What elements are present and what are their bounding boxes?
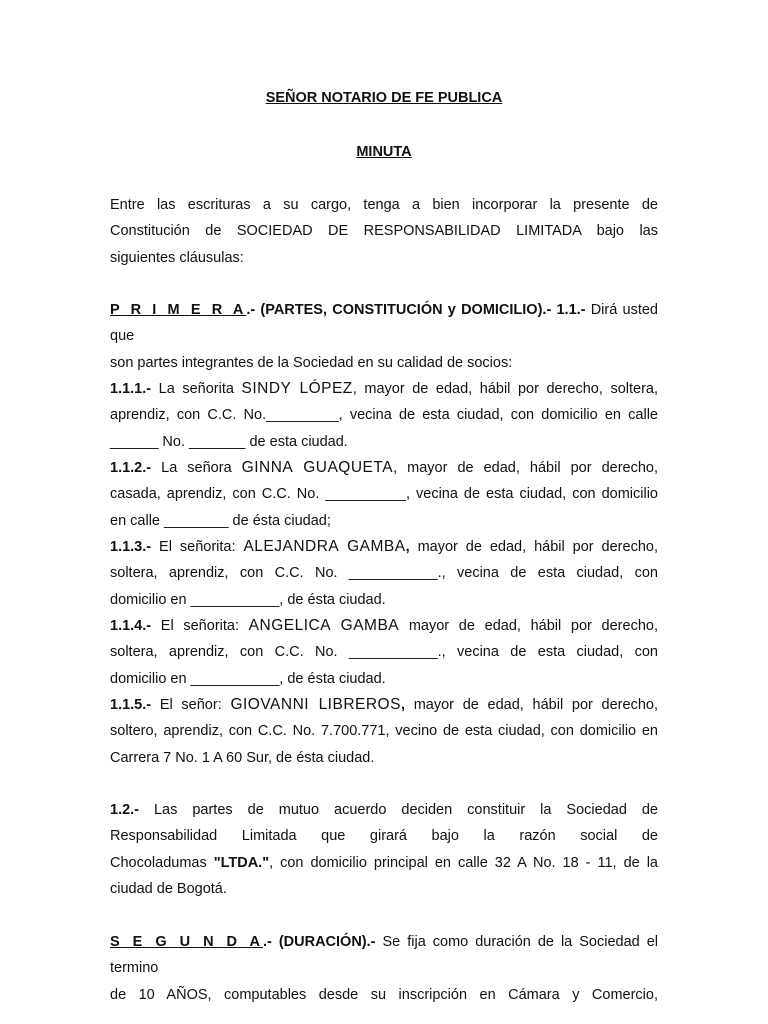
clause-text: La señora bbox=[151, 460, 242, 476]
clause-line: soltera, aprendiz, con C.C. No. ___________., vecina de esta ciudad, con bbox=[110, 565, 658, 582]
clause-segunda-heading: .- (DURACIÓN).- bbox=[262, 934, 376, 950]
clause-line: Responsabilidad Limitada que girará bajo la razón social de bbox=[110, 828, 658, 845]
clause-line: aprendiz, con C.C. No._________, vecina de esta ciudad, con domicilio en calle bbox=[110, 407, 658, 424]
clause-line bbox=[110, 613, 658, 639]
clause-segunda bbox=[110, 929, 658, 1008]
clause-line: Carrera 7 No. 1 A 60 Sur, de ésta ciudad. bbox=[110, 749, 375, 766]
clause-1-1-5 bbox=[110, 692, 658, 771]
clause-text: mayor de edad, hábil por derecho, bbox=[409, 539, 658, 555]
clause-text: , con domicilio principal en calle 32 A No. 18 - 11, de la bbox=[269, 854, 658, 871]
person-name: GINNA GUAQUETA bbox=[241, 459, 394, 476]
clause-segunda-label: S E G U N D A bbox=[110, 934, 263, 950]
clause-text: La señorita bbox=[151, 381, 242, 397]
clause-line: ______ No. _______ de esta ciudad. bbox=[110, 433, 348, 450]
clause-primera-line1 bbox=[110, 297, 658, 350]
clause-text: Chocoladumas bbox=[110, 854, 214, 871]
clause-line: ciudad de Bogotá. bbox=[110, 881, 227, 898]
document-title bbox=[0, 90, 768, 106]
intro-line: Entre las escrituras a su cargo, tenga a bien incorporar la presente de bbox=[110, 197, 658, 213]
clause-line bbox=[110, 692, 658, 718]
clause-primera bbox=[110, 297, 658, 376]
clause-text: , mayor de edad, hábil por derecho, soltera, bbox=[352, 381, 659, 397]
clause-text: El señorita: bbox=[151, 618, 249, 634]
clause-number: 1.2.- bbox=[110, 802, 140, 818]
clause-segunda-line2: de 10 AÑOS, computables desde su inscripción en Cámara y Comercio, bbox=[110, 986, 658, 1003]
clause-primera-text: Dirá usted que bbox=[110, 302, 658, 345]
clause-line: en calle ________ de ésta ciudad; bbox=[110, 512, 331, 529]
clause-number: 1.1.3.- bbox=[110, 539, 152, 555]
clause-primera-line2: son partes integrantes de la Sociedad en su calidad de socios: bbox=[110, 354, 513, 371]
clause-number: 1.1.1.- bbox=[110, 381, 152, 397]
person-name: GIOVANNI LIBREROS bbox=[230, 696, 401, 713]
intro-line: siguientes cláusulas: bbox=[110, 249, 244, 266]
clause-1-1-4 bbox=[110, 613, 658, 692]
clause-1-2 bbox=[110, 797, 658, 903]
clause-segunda-line1 bbox=[110, 929, 658, 982]
clause-number: 1.1.4.- bbox=[110, 618, 152, 634]
person-name: ALEJANDRA GAMBA bbox=[243, 538, 406, 555]
person-name: SINDY LÓPEZ bbox=[241, 380, 353, 397]
clause-line: soltero, aprendiz, con C.C. No. 7.700.771, vecino de esta ciudad, con domicilio en bbox=[110, 723, 658, 740]
intro-line: Constitución de SOCIEDAD DE RESPONSABILIDAD LIMITADA bajo las bbox=[110, 223, 658, 240]
person-name: ANGELICA GAMBA bbox=[248, 617, 400, 634]
document-subtitle-text: MINUTA bbox=[356, 144, 412, 160]
clause-line bbox=[110, 376, 658, 402]
clause-segunda-text: Se fija como duración de la Sociedad el termino bbox=[110, 934, 658, 977]
intro-paragraph bbox=[110, 192, 658, 271]
clause-text: El señor: bbox=[151, 697, 231, 713]
clause-primera-heading: .- (PARTES, CONSTITUCIÓN y DOMICILIO).- 1.1.- bbox=[246, 302, 586, 318]
clause-comma: , bbox=[400, 697, 405, 713]
clause-line bbox=[110, 797, 658, 823]
document-subtitle bbox=[0, 144, 768, 160]
clause-1-1-3 bbox=[110, 534, 658, 613]
clause-text: Las partes de mutuo acuerdo deciden constituir la Sociedad de bbox=[139, 802, 658, 818]
clause-line: domicilio en ___________, de ésta ciudad. bbox=[110, 670, 386, 687]
clause-number: 1.1.2.- bbox=[110, 460, 152, 476]
clause-line bbox=[110, 534, 658, 560]
clause-comma: , bbox=[405, 539, 410, 555]
clause-line: soltera, aprendiz, con C.C. No. ___________., vecina de esta ciudad, con bbox=[110, 644, 658, 661]
clause-line: casada, aprendiz, con C.C. No. __________, vecina de esta ciudad, con domicilio bbox=[110, 486, 658, 503]
clause-text: mayor de edad, hábil por derecho, bbox=[404, 697, 658, 713]
clause-text: El señorita: bbox=[151, 539, 244, 555]
clause-1-1-1 bbox=[110, 376, 658, 455]
clause-line bbox=[110, 850, 658, 876]
clause-primera-label: P R I M E R A bbox=[110, 302, 247, 318]
company-suffix: "LTDA." bbox=[213, 854, 270, 871]
clause-line: domicilio en ___________, de ésta ciudad. bbox=[110, 591, 386, 608]
clause-number: 1.1.5.- bbox=[110, 697, 152, 713]
clause-line bbox=[110, 455, 658, 481]
document-title-text: SEÑOR NOTARIO DE FE PUBLICA bbox=[265, 90, 503, 106]
clause-1-1-2 bbox=[110, 455, 658, 534]
clause-text: mayor de edad, hábil por derecho, bbox=[399, 618, 658, 634]
clause-text: , mayor de edad, hábil por derecho, bbox=[393, 460, 659, 476]
